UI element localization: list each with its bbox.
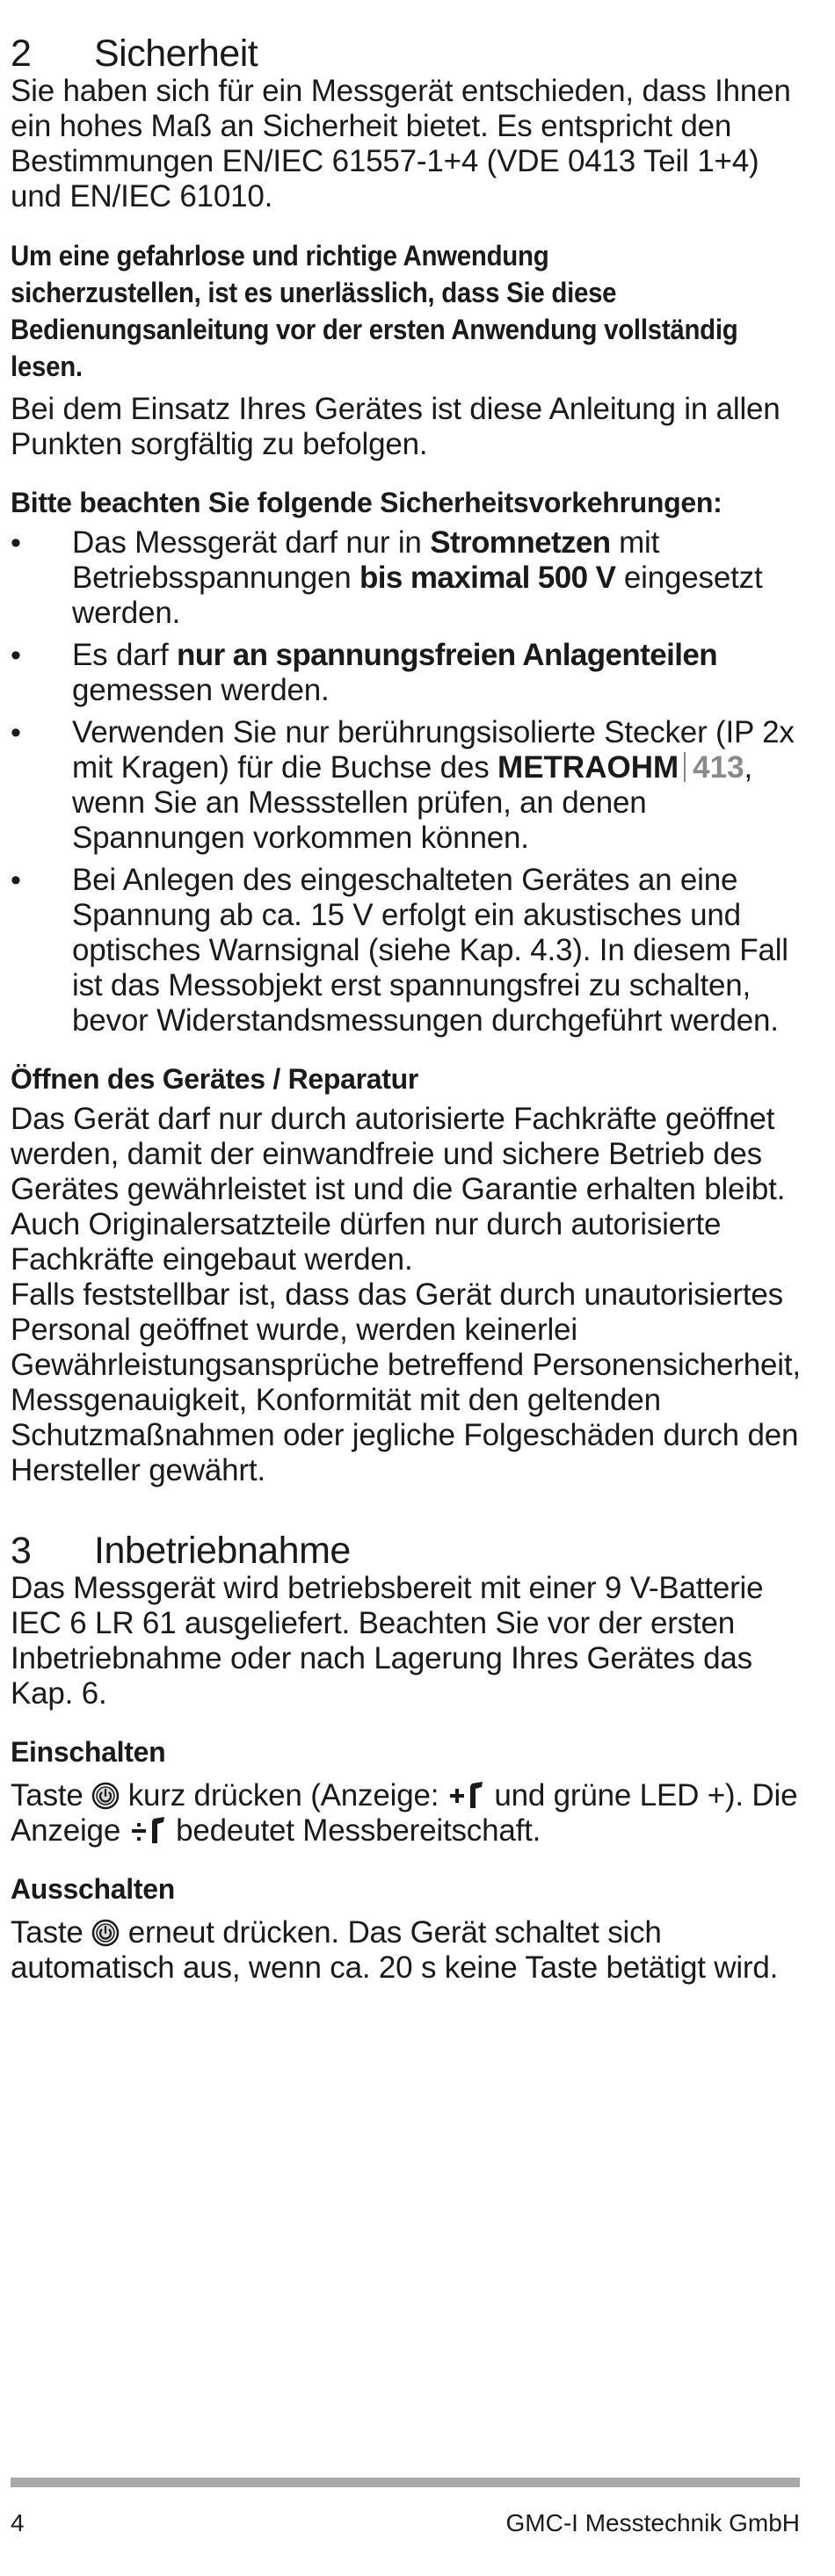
repair-heading: Öffnen des Gerätes / Reparatur — [11, 1063, 419, 1095]
text: kurz drücken (Anzeige: — [120, 1778, 447, 1813]
section-3-heading — [11, 1530, 802, 1571]
text: gemessen werden. — [72, 673, 330, 707]
page-footer — [11, 2508, 800, 2538]
switch-off-text — [11, 1915, 802, 1986]
bullet: • — [11, 716, 21, 749]
list-item — [11, 525, 802, 631]
page-number: 4 — [11, 2509, 25, 2536]
switch-off-heading: Ausschalten — [11, 1873, 175, 1905]
brand-ohm: OHM — [606, 750, 679, 785]
brand-name — [497, 750, 744, 785]
power-button-icon — [91, 1919, 120, 1947]
brand-separator — [684, 752, 686, 782]
text: Bei Anlegen des eingeschalteten Gerätes an eine Spannung ab ca. 15 V erfolgt ein akustisches und optisches Warnsignal (siehe Kap. 4.3). In diesem Fall ist das Messobjekt erst spannungsfrei zu schalten, bevor Widerstandsmessungen durchgeführt werden. — [72, 863, 788, 1038]
list-item — [11, 863, 802, 1038]
battery-indicator-icon — [129, 1814, 168, 1846]
follow-instructions: Bei dem Einsatz Ihres Gerätes ist diese Anleitung in allen Punkten sorgfältig zu befolgen. — [11, 392, 781, 461]
repair-paragraph-2: Auch Originalersatzteile dürfen nur durch autorisierte Fachkräfte eingebaut werden. — [11, 1207, 722, 1277]
precautions-list — [11, 525, 802, 1038]
section-number: 2 — [11, 33, 32, 75]
list-item — [11, 638, 802, 708]
text: erneut drücken. Das Gerät schaltet sich automatisch aus, wenn ca. 20 s keine Taste betätigt wird. — [11, 1915, 779, 1985]
battery-indicator-icon — [447, 1779, 486, 1811]
footer-rule — [11, 2478, 800, 2487]
text: eingesetzt werden. — [72, 561, 763, 630]
bullet: • — [11, 639, 21, 672]
emphasis: nur an spannungsfreien Anlagenteilen — [177, 638, 717, 672]
safety-intro: Sie haben sich für ein Messgerät entschieden, dass Ihnen ein hohes Maß an Sicherheit bietet. Es entspricht den Bestimmungen EN/IEC 61557-1+4 (VDE 0413 Teil 1+4) und EN/IEC 61010. — [11, 74, 791, 213]
company-name: GMC-I Messtechnik GmbH — [505, 2509, 800, 2536]
section-title: Sicherheit — [94, 33, 258, 75]
brand-metra: METRA — [497, 750, 607, 785]
commissioning-intro: Das Messgerät wird betriebsbereit mit einer 9 V-Batterie IEC 6 LR 61 ausgeliefert. Beachten Sie vor der ersten Inbetriebnahme oder nach Lagerung Ihres Gerätes das Kap. 6. — [11, 1571, 764, 1711]
section-title: Inbetriebnahme — [94, 1530, 351, 1572]
emphasis: bis maximal 500 V — [359, 561, 616, 595]
text: Taste — [11, 1778, 92, 1813]
switch-on-text — [11, 1778, 802, 1849]
repair-paragraph-1: Das Gerät darf nur durch autorisierte Fachkräfte geöffnet werden, damit der einwandfreie und sichere Betrieb des Gerätes gewährleistet ist und die Garantie erhalten bleibt. — [11, 1102, 786, 1206]
bullet: • — [11, 864, 21, 897]
text: bedeutet Messbereitschaft. — [167, 1813, 541, 1848]
brand-model: 413 — [693, 750, 744, 785]
switch-on-heading: Einschalten — [11, 1736, 166, 1768]
text: Es darf — [72, 638, 178, 672]
precautions-heading: Bitte beachten Sie folgende Sicherheitsvorkehrungen: — [11, 487, 722, 518]
document-page — [11, 33, 802, 1986]
text: Das Messgerät darf nur in — [72, 525, 431, 560]
section-2-heading — [11, 33, 802, 74]
bullet: • — [11, 526, 21, 560]
emphasis: Stromnetzen — [430, 525, 611, 560]
text: und grüne LED +). Die Anzeige — [11, 1778, 798, 1848]
text: mit Betriebsspannungen — [72, 525, 660, 595]
text: , wenn Sie an Messstellen prüfen, an denen Spannungen vorkommen können. — [72, 750, 753, 855]
text: Taste — [11, 1915, 92, 1950]
text: Verwenden Sie nur berührungsisolierte Stecker (IP 2x mit Kragen) für die Buchse des — [72, 715, 795, 785]
repair-paragraph-3: Falls feststellbar ist, dass das Gerät durch unautorisiertes Personal geöffnet wurde, werden keinerlei Gewährleistungsansprüche betreffend Personensicherheit, Messgenauigkeit, Konformität mit den geltenden Schutzmaßnahmen oder jegliche Folgeschäden durch den Hersteller gewährt. — [11, 1277, 801, 1487]
safety-warning: Um eine gefahrlose und richtige Anwendung sicherzustellen, ist es unerlässlich, dass Sie diese Bedienungsanleitung vor der ersten Anwendung vollständig lesen. — [11, 240, 738, 382]
section-number: 3 — [11, 1530, 32, 1572]
power-button-icon — [91, 1782, 120, 1810]
list-item — [11, 715, 802, 856]
